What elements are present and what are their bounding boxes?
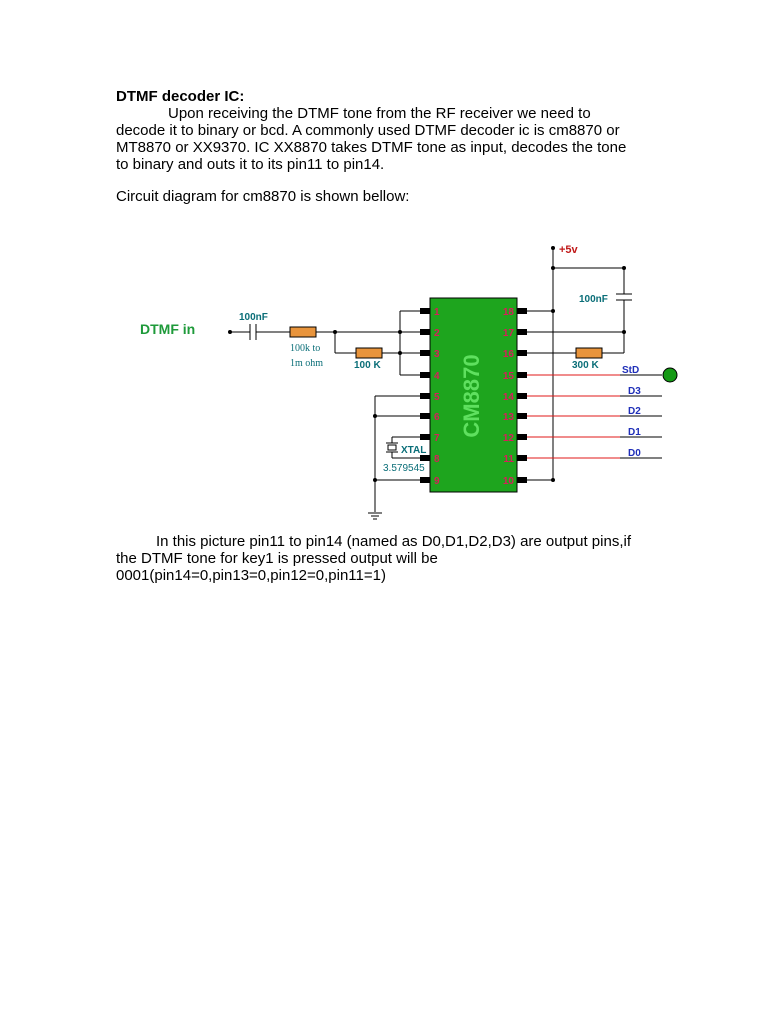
r-input-label-line1: 100k to [290,343,321,354]
cap-input-label: 100nF [239,312,268,323]
r-input-label-line2: 1m ohm [290,358,324,369]
pin-right-12: 12 [502,433,514,444]
pin-left-6: 6 [434,412,440,423]
pin-left-2: 2 [434,328,440,339]
circuit-diagram [0,210,768,550]
output-std-label: StD [622,365,640,376]
pin-right-17: 17 [502,328,514,339]
output-d3-label: D3 [628,386,641,397]
output-d1-label: D1 [628,427,641,438]
resistor-100k [356,348,382,358]
para3-line1: In this picture pin11 to pin14 (named as D0,D1,D2,D3) are output pins,if [156,533,631,550]
r2-label: 100 K [354,360,381,371]
pin-left-7: 7 [434,433,440,444]
r3-label: 300 K [572,360,599,371]
pin-left-8: 8 [434,454,440,465]
pin-right-18: 18 [502,307,514,318]
para1-line3: MT8870 or XX9370. IC XX8870 takes DTMF tone as input, decodes the tone [116,139,627,156]
pin-left-3: 3 [434,349,440,360]
para3-line2: the DTMF tone for key1 is pressed output will be [116,550,438,567]
pin-right-14: 14 [502,392,514,403]
pin-left-5: 5 [434,392,440,403]
para2: Circuit diagram for cm8870 is shown bellow: [116,188,410,205]
xtal-label: XTAL [401,445,427,456]
para3-line3: 0001(pin14=0,pin13=0,pin12=0,pin11=1) [116,567,386,584]
supply-label: +5v [559,244,578,256]
output-d2-label: D2 [628,406,641,417]
pin-right-13: 13 [502,412,514,423]
pin-right-10: 10 [502,476,514,487]
output-d0-label: D0 [628,448,641,459]
para1-line1: Upon receiving the DTMF tone from the RF receiver we need to [168,105,591,122]
para1-line2: decode it to binary or bcd. A commonly used DTMF decoder ic is cm8870 or [116,122,620,139]
cap-top-label: 100nF [579,294,608,305]
dtmf-input-label: DTMF in [140,321,196,337]
pin-left-4: 4 [434,371,440,382]
pin-left-9: 9 [434,476,440,487]
resistor-300k [576,348,602,358]
ic-name: CM8870 [459,354,484,438]
xtal-value: 3.579545 [383,463,425,474]
heading: DTMF decoder IC: [116,88,245,105]
led-indicator [663,368,677,382]
pin-left-1: 1 [434,307,440,318]
para1-line4: to binary and outs it to its pin11 to pin14. [116,156,385,173]
pin-right-16: 16 [502,349,514,360]
pin-right-15: 15 [502,371,514,382]
resistor-input [290,327,316,337]
pin-right-11: 11 [503,454,514,465]
